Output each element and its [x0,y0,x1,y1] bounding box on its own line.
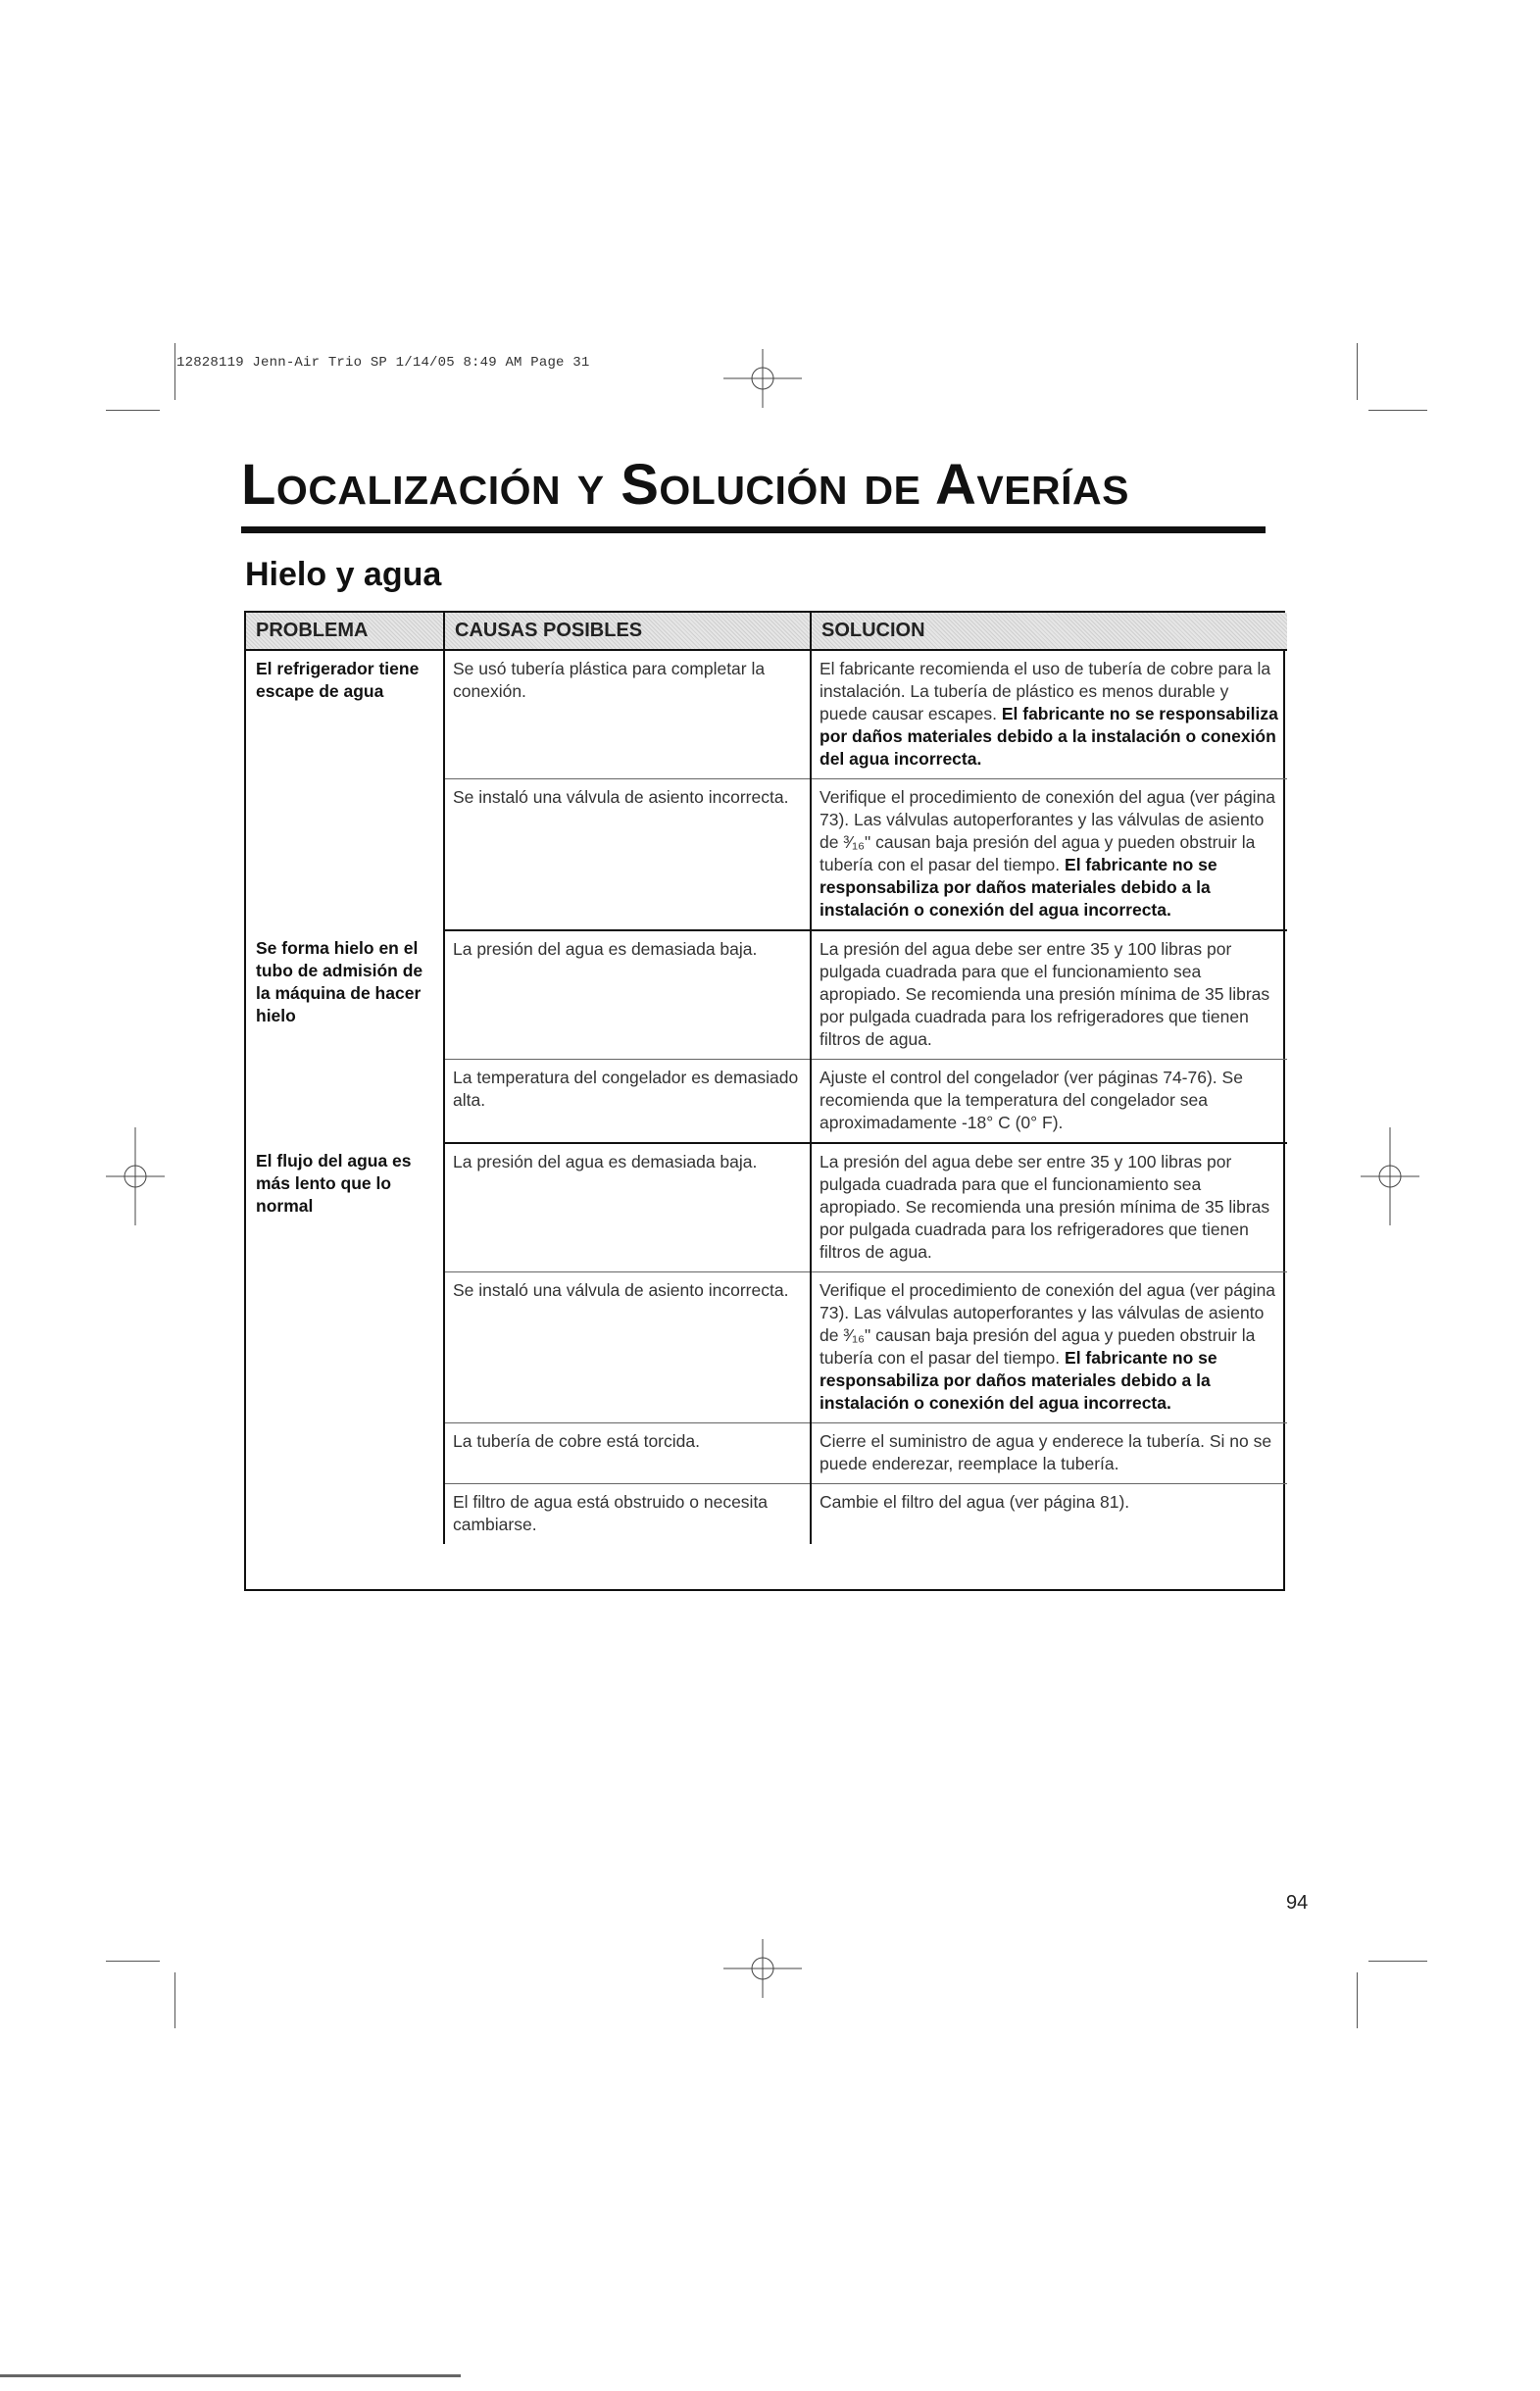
registration-mark-icon [1361,1127,1419,1225]
cause-cell: Se instaló una válvula de asiento incorrecta. [444,779,811,931]
printer-slug: 12828119 Jenn-Air Trio SP 1/14/05 8:49 AM Page 31 [176,355,590,371]
problem-cell: Se forma hielo en el tubo de admisión de la máquina de hacer hielo [246,930,444,1143]
bottom-rule [0,2374,461,2377]
solution-text: Ajuste el control del congelador (ver páginas 74-76). Se recomienda que la temperatura del congelador sea aproximadamente -18° C (0° F). [820,1068,1243,1132]
header-problem: PROBLEMA [246,613,444,650]
page-title: Localización y Solución de Averías [241,453,1129,517]
solution-text: Verifique el procedimiento de conexión del agua (ver página 73). Las válvulas autoperforantes y las válvulas de asiento de ³⁄₁₆" causan baja presión del agua y pueden obstruir la tubería con el pasar del tiempo. [820,1280,1276,1368]
troubleshooting-table [244,611,1285,1591]
registration-mark-icon [723,349,802,408]
crop-mark [1368,1961,1427,1962]
solution-cell [811,650,1287,779]
solution-bold-text: El fabricante no se responsabiliza por daños materiales debido a la instalación o conexión del agua incorrecta. [820,704,1278,769]
crop-mark [174,343,175,400]
cause-cell: Se instaló una válvula de asiento incorrecta. [444,1272,811,1423]
solution-text: Cambie el filtro del agua (ver página 81). [820,1492,1130,1512]
crop-mark [106,410,160,411]
crop-mark [174,1972,175,2028]
header-solution: SOLUCION [811,613,1287,650]
solution-cell [811,1272,1287,1423]
title-rule [241,526,1266,533]
solution-cell [811,1143,1287,1272]
table-row [246,1143,1287,1272]
crop-mark [106,1961,160,1962]
registration-mark-icon [106,1127,165,1225]
solution-text: Cierre el suministro de agua y enderece la tubería. Si no se puede enderezar, reemplace la tubería. [820,1431,1272,1473]
registration-mark-icon [723,1939,802,1998]
crop-mark [1357,1972,1358,2028]
cause-cell: La temperatura del congelador es demasiado alta. [444,1060,811,1144]
cause-cell: La presión del agua es demasiada baja. [444,930,811,1060]
solution-text: La presión del agua debe ser entre 35 y 100 libras por pulgada cuadrada para que el funcionamiento sea apropiado. Se recomienda una presión mínima de 35 libras por pulgada cuadrada para los refrigeradores que tienen filtros de agua. [820,939,1270,1049]
cause-cell: El filtro de agua está obstruido o necesita cambiarse. [444,1484,811,1545]
solution-text: El fabricante recomienda el uso de tubería de cobre para la instalación. La tubería de plástico es menos durable y puede causar escapes. [820,659,1271,723]
crop-mark [1357,343,1358,400]
header-causes: CAUSAS POSIBLES [444,613,811,650]
cause-cell: Se usó tubería plástica para completar la conexión. [444,650,811,779]
solution-cell [811,779,1287,931]
solution-cell [811,1484,1287,1545]
solution-bold-text: El fabricante no se responsabiliza por daños materiales debido a la instalación o conexión del agua incorrecta. [820,1348,1217,1413]
problem-cell: El refrigerador tiene escape de agua [246,650,444,930]
solution-cell [811,1060,1287,1144]
solution-cell [811,1423,1287,1484]
solution-text: La presión del agua debe ser entre 35 y 100 libras por pulgada cuadrada para que el funcionamiento sea apropiado. Se recomienda una presión mínima de 35 libras por pulgada cuadrada para los refrigeradores que tienen filtros de agua. [820,1152,1270,1262]
problem-cell: El flujo del agua es más lento que lo normal [246,1143,444,1544]
cause-cell: La presión del agua es demasiada baja. [444,1143,811,1272]
solution-text: Verifique el procedimiento de conexión del agua (ver página 73). Las válvulas autoperforantes y las válvulas de asiento de ³⁄₁₆" causan baja presión del agua y pueden obstruir la tubería con el pasar del tiempo. [820,787,1276,874]
table-row [246,650,1287,779]
table-header-row [246,613,1287,650]
page-number: 94 [1286,1892,1309,1914]
section-heading: Hielo y agua [245,556,442,593]
crop-mark [1368,410,1427,411]
solution-bold-text: El fabricante no se responsabiliza por daños materiales debido a la instalación o conexión del agua incorrecta. [820,855,1217,920]
cause-cell: La tubería de cobre está torcida. [444,1423,811,1484]
table-row [246,930,1287,1060]
solution-cell [811,930,1287,1060]
